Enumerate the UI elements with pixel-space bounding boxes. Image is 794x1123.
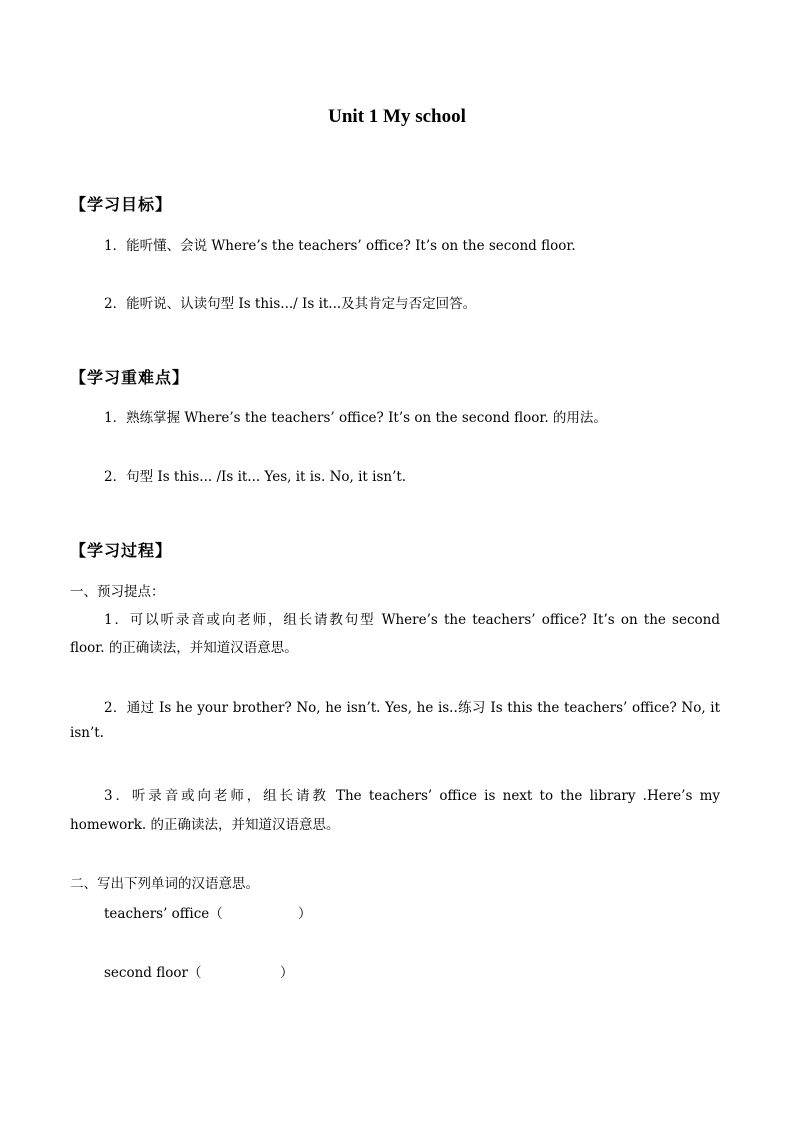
key-point-item-2: 2．句型 Is this... /Is it... Yes, it is. No, it isn’t. xyxy=(104,469,407,485)
tip-2-line-1: 2．通过 Is he your brother? No, he isn’t. Yes, he is..练习 Is this the teachers’ office? No, it xyxy=(104,700,720,716)
tip-2-line-2: isn’t. xyxy=(70,725,104,741)
tip-1-line-2: floor. 的正确读法，并知道汉语意思。 xyxy=(70,640,298,656)
vocab-task-title: 二、写出下列单词的汉语意思。 xyxy=(70,876,259,892)
vocab-word-second-floor: second floor（ xyxy=(104,965,202,981)
goal-item-2: 2．能听说、认读句型 Is this.../ Is it...及其肯定与否定回答。 xyxy=(104,296,477,312)
preview-tips-title: 一、预习提点： xyxy=(70,584,165,600)
section-heading-process: 【学习过程】 xyxy=(70,541,173,560)
vocab-answer-close-2: ） xyxy=(280,965,294,981)
tip-1-line-1: 1．可以听录音或向老师，组长请教句型 Where’s the teachers’ office? It’s on the second xyxy=(104,612,720,628)
tip-3-line-2: homework. 的正确读法，并知道汉语意思。 xyxy=(70,817,340,833)
tip-3-line-1: 3．听录音或向老师，组长请教 The teachers’ office is next to the library .Here’s my xyxy=(104,788,720,804)
goal-item-1: 1．能听懂、会说 Where’s the teachers’ office? It’s on the second floor. xyxy=(104,238,576,254)
page-title: Unit 1 My school xyxy=(328,106,466,127)
key-point-item-1: 1．熟练掌握 Where’s the teachers’ office? It’s on the second floor. 的用法。 xyxy=(104,410,607,426)
section-heading-goals: 【学习目标】 xyxy=(70,195,173,214)
vocab-answer-close-1: ） xyxy=(298,906,312,922)
vocab-word-teachers-office: teachers’ office（ xyxy=(104,906,223,922)
section-heading-key-points: 【学习重难点】 xyxy=(70,368,190,387)
